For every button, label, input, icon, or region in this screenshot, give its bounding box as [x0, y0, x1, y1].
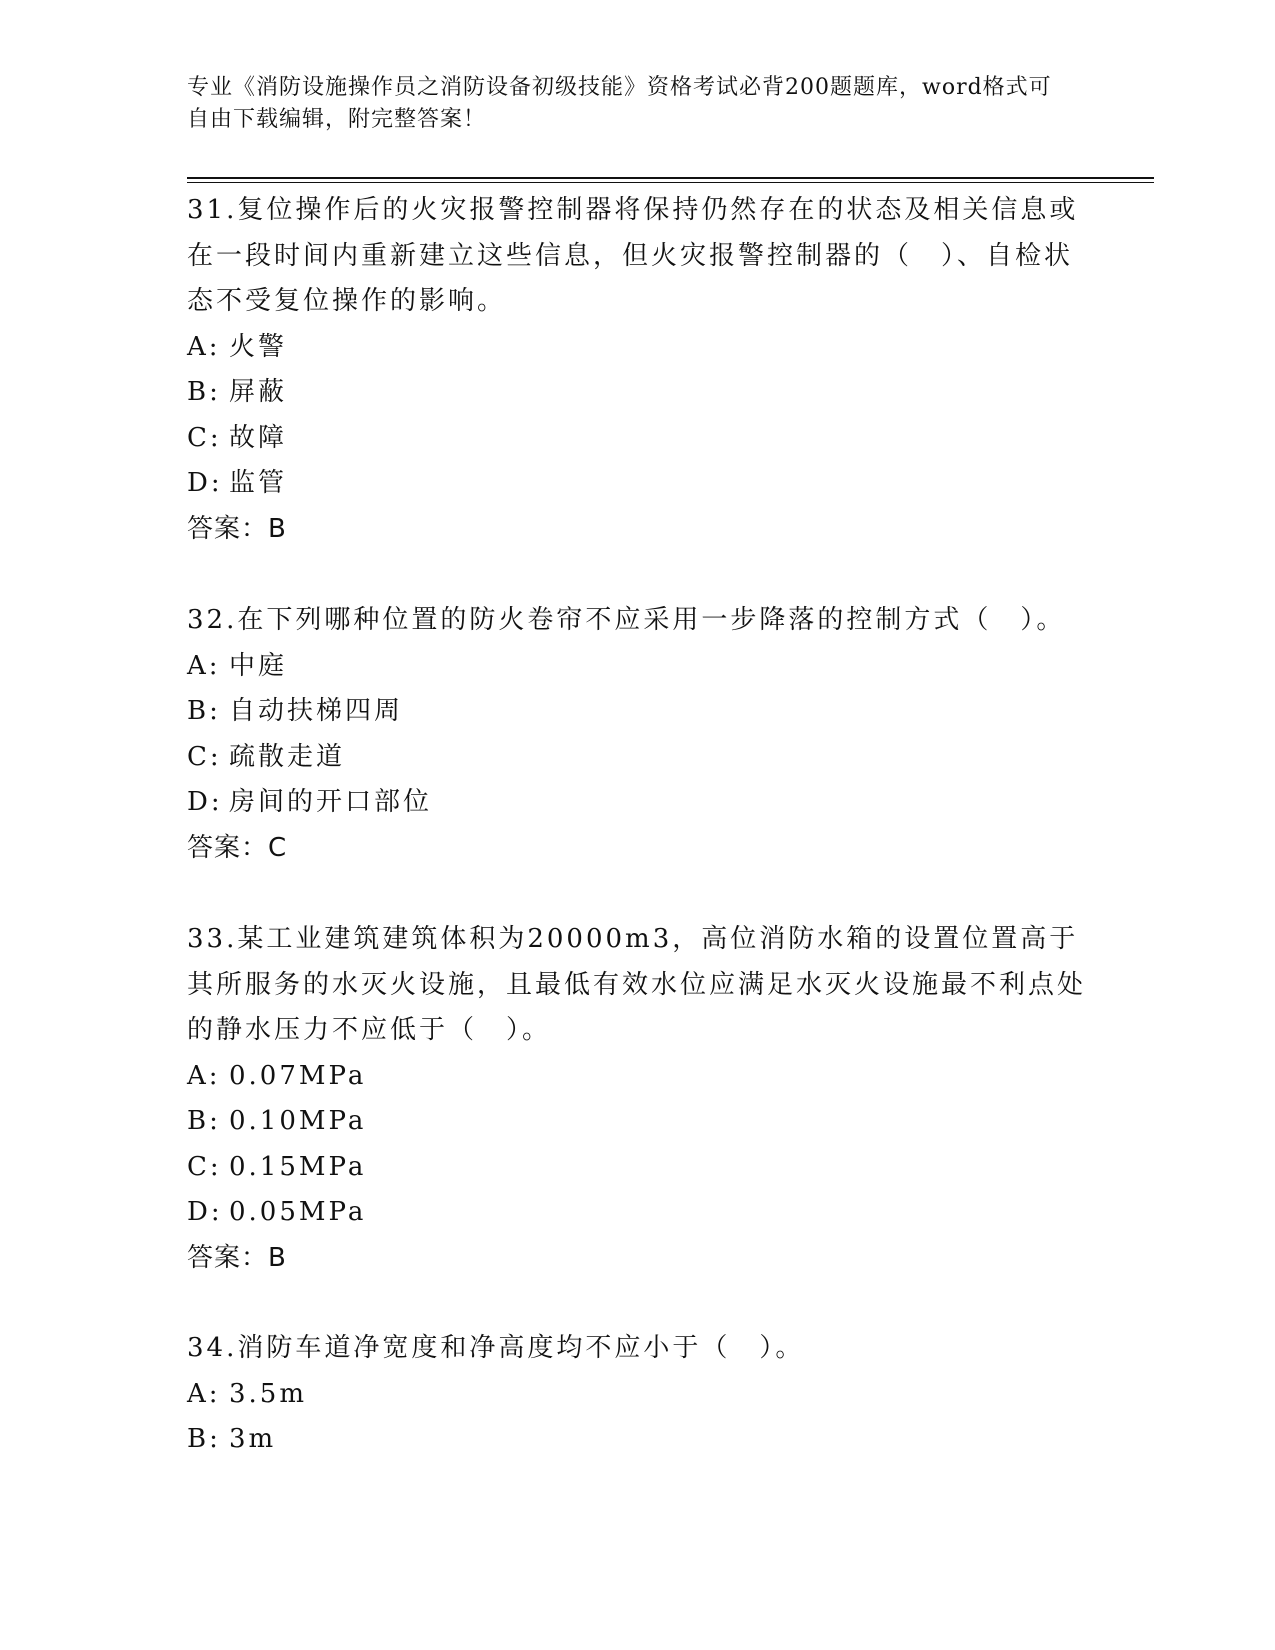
option-a [187, 325, 1087, 371]
option-text: 0.05MPa [229, 1197, 367, 1227]
option-d [187, 461, 1087, 507]
option-key: B: [187, 377, 221, 407]
option-text: 0.15MPa [229, 1151, 367, 1182]
option-text: 3m [229, 1424, 277, 1454]
option-text: 房间的开口部位 [229, 787, 433, 817]
question-stem: 34.消防车道净宽度和净高度均不应小于（ ）。 [187, 1333, 805, 1363]
option-a [187, 644, 1087, 690]
option-text: 0.10MPa [229, 1106, 367, 1136]
question-stem: 32.在下列哪种位置的防火卷帘不应采用一步降落的控制方式（ ）。 [187, 605, 1066, 635]
option-key: B: [187, 1424, 221, 1454]
question-34 [187, 1326, 1087, 1463]
option-d [187, 1190, 1087, 1236]
option-key: C: [187, 422, 222, 453]
option-d [187, 780, 1087, 826]
option-c [187, 1145, 1087, 1191]
option-key: A: [187, 650, 221, 681]
option-key: D: [187, 468, 223, 498]
option-text: 火警 [229, 331, 288, 362]
option-text: 3.5m [229, 1378, 308, 1409]
question-32 [187, 598, 1087, 871]
option-a [187, 1054, 1087, 1100]
question-31 [187, 188, 1087, 552]
option-c [187, 735, 1087, 781]
answer-line: 答案：B [187, 1242, 287, 1273]
option-key: D: [187, 787, 223, 817]
option-b [187, 370, 1087, 416]
question-stem: 31.复位操作后的火灾报警控制器将保持仍然存在的状态及相关信息或在一段时间内重新建立这些信息，但火灾报警控制器的（ ）、自检状态不受复位操作的影响。 [187, 195, 1079, 316]
option-b [187, 1099, 1087, 1145]
option-c [187, 416, 1087, 462]
option-key: A: [187, 331, 221, 362]
option-key: A: [187, 1378, 221, 1409]
option-text: 屏蔽 [229, 377, 288, 407]
option-text: 监管 [229, 468, 288, 498]
answer-line: 答案：C [187, 832, 288, 863]
option-a [187, 1372, 1087, 1418]
option-text: 疏散走道 [229, 741, 346, 772]
option-key: D: [187, 1197, 223, 1227]
header-divider-thin [187, 182, 1154, 183]
question-stem: 33.某工业建筑建筑体积为20000m3，高位消防水箱的设置位置高于其所服务的水灭火设施，且最低有效水位应满足水灭火设施最不利点处的静水压力不应低于（ ）。 [187, 924, 1087, 1045]
option-key: B: [187, 696, 221, 726]
option-key: C: [187, 1151, 222, 1182]
option-text: 自动扶梯四周 [229, 696, 404, 726]
option-text: 0.07MPa [229, 1060, 367, 1091]
option-key: C: [187, 741, 222, 772]
option-key: B: [187, 1106, 221, 1136]
document-header: 专业《消防设施操作员之消防设备初级技能》资格考试必背200题题库，word格式可自由下载编辑，附完整答案！ [187, 75, 1052, 132]
option-key: A: [187, 1060, 221, 1091]
answer-line: 答案：B [187, 513, 287, 544]
question-33 [187, 917, 1087, 1281]
header-divider-thick [187, 177, 1154, 179]
option-text: 中庭 [229, 650, 288, 681]
option-text: 故障 [229, 422, 288, 453]
option-b [187, 1417, 1087, 1463]
option-b [187, 689, 1087, 735]
